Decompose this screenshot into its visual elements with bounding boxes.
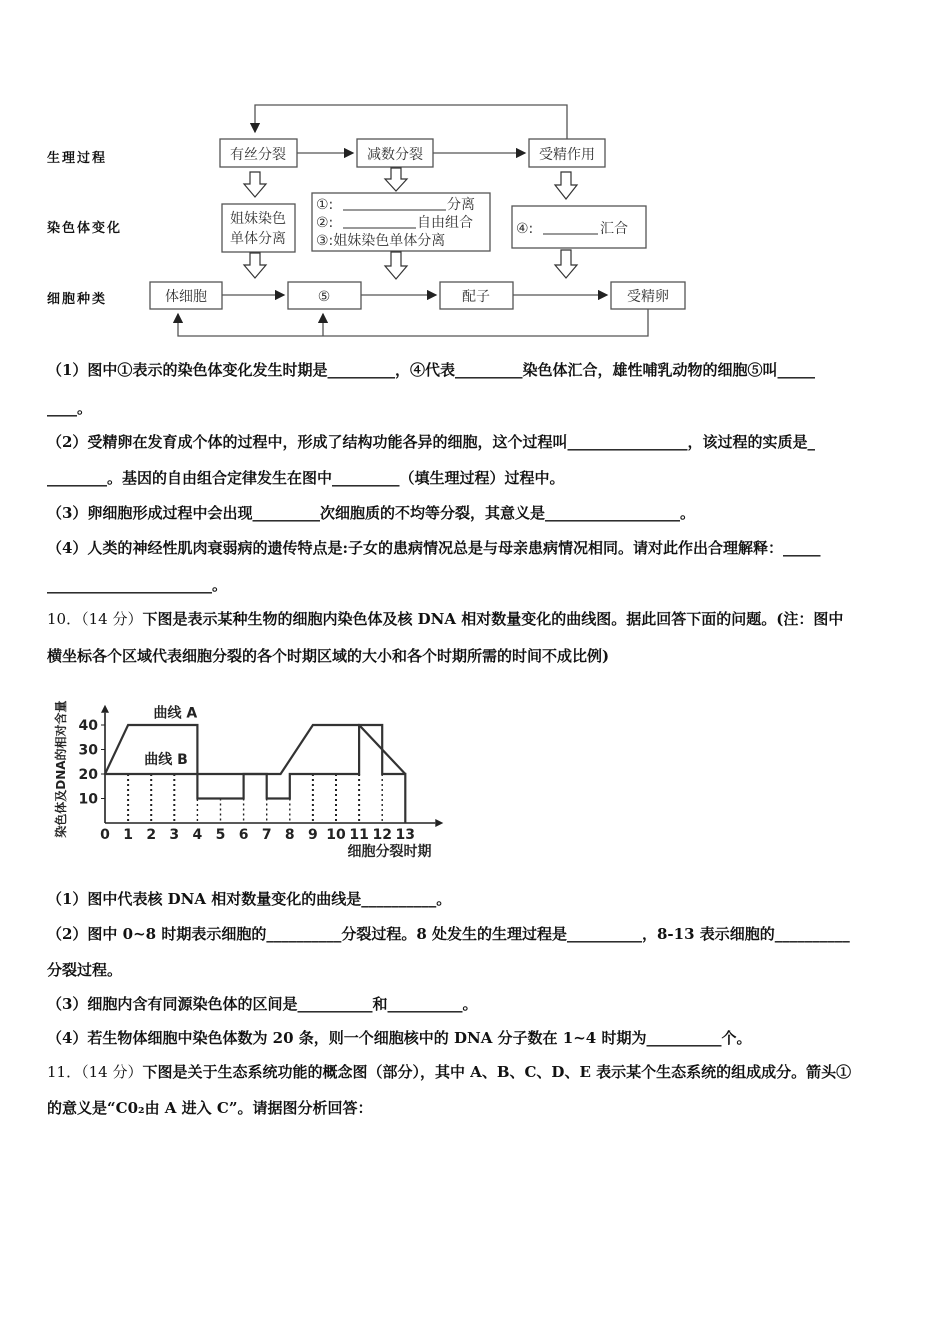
x-tick-label: 4 bbox=[192, 827, 203, 843]
q10-stem-line2: 横坐标各个区域代表细胞分裂的各个时期区域的大小和各个时期所需的时间不成比例) bbox=[47, 647, 610, 665]
y-axis-label: 染色体及DNA的相对含量 bbox=[54, 700, 68, 838]
q9-part1-line2: ____。 bbox=[47, 399, 93, 417]
x-axis-arrow bbox=[435, 819, 443, 827]
down-arrow bbox=[555, 250, 577, 278]
q10-stem-line1 bbox=[47, 608, 907, 630]
q10-part1: （1）图中代表核 DNA 相对数量变化的曲线是__________。 bbox=[47, 890, 452, 908]
process-meiosis-label: 减数分裂 bbox=[367, 147, 423, 163]
life-cycle-diagram bbox=[0, 95, 950, 345]
y-tick-label: 40 bbox=[78, 718, 98, 734]
meiosis-change-1-label: ①: bbox=[316, 197, 334, 213]
meiosis-change-3: ③:姐妹染色单体分离 bbox=[316, 233, 446, 249]
x-tick-label: 5 bbox=[215, 827, 226, 843]
q11-stem-line2: 的意义是“C0₂由 A 进入 C”。请据图分析回答： bbox=[47, 1099, 373, 1117]
dna-chromosome-chart bbox=[40, 685, 480, 865]
meiosis-change-2-label: ②: bbox=[316, 215, 334, 231]
y-tick-label: 20 bbox=[78, 767, 98, 783]
x-tick-label: 2 bbox=[146, 827, 157, 843]
cell-zygote-label: 受精卵 bbox=[627, 289, 669, 305]
mitosis-change-line1: 姐妹染色 bbox=[230, 211, 286, 227]
q10-part3: （3）细胞内含有同源染色体的区间是__________和__________。 bbox=[47, 995, 478, 1013]
x-tick-label: 0 bbox=[100, 827, 110, 843]
x-tick-label: 13 bbox=[395, 827, 416, 843]
process-fertilization-label: 受精作用 bbox=[539, 147, 595, 163]
meiosis-change-1-text: 分离 bbox=[447, 197, 475, 213]
curve-b-line bbox=[105, 725, 405, 823]
q11-stem-text: 下图是关于生态系统功能的概念图（部分），其中 A、B、C、D、E 表示某个生态系统的组成成分。箭头① bbox=[142, 1063, 852, 1081]
q9-part4-line1: （4）人类的神经性肌肉衰弱病的遗传特点是:子女的患病情况总是与母亲患病情况相同。请对此作出合理解释：_____ bbox=[47, 539, 821, 557]
q10-stem-text: 下图是表示某种生物的细胞内染色体及核 DNA 相对数量变化的曲线图。据此回答下面的问题。(注：图中 bbox=[142, 610, 844, 628]
x-tick-label: 3 bbox=[169, 827, 180, 843]
q9-part3: （3）卵细胞形成过程中会出现_________次细胞质的不均等分裂，其意义是__________________。 bbox=[47, 504, 695, 522]
row-label-chromosome: 染色体变化 bbox=[47, 221, 123, 236]
x-tick-label: 7 bbox=[261, 827, 272, 843]
curve-b-label: 曲线 B bbox=[144, 752, 188, 769]
y-tick-label: 30 bbox=[78, 742, 98, 759]
y-axis-arrow bbox=[101, 705, 109, 713]
down-arrow bbox=[385, 168, 407, 191]
down-arrow bbox=[385, 252, 407, 279]
row-label-process: 生理过程 bbox=[47, 151, 108, 166]
q10-part2-line1: （2）图中 0~8 时期表示细胞的__________分裂过程。8 处发生的生理过程是__________，8-13 表示细胞的__________ bbox=[47, 925, 850, 943]
q11-number: 11． bbox=[47, 1063, 82, 1081]
cell-gamete-label: 配子 bbox=[462, 289, 490, 305]
q11-stem-line1 bbox=[47, 1061, 907, 1083]
q10-part2-line2: 分裂过程。 bbox=[47, 961, 123, 979]
x-tick-label: 12 bbox=[372, 827, 392, 843]
cell-5-label: ⑤ bbox=[317, 289, 331, 305]
x-tick-label: 11 bbox=[349, 827, 369, 843]
process-mitosis-label: 有丝分裂 bbox=[230, 147, 286, 163]
fertilization-change-label: ④: bbox=[516, 221, 534, 237]
x-tick-label: 1 bbox=[123, 827, 133, 843]
cell-body-label: 体细胞 bbox=[165, 289, 207, 305]
q10-number: 10． bbox=[47, 610, 82, 628]
x-axis-label: 细胞分裂时期 bbox=[347, 844, 432, 860]
y-tick-label: 10 bbox=[78, 791, 98, 808]
mitosis-change-line2: 单体分离 bbox=[230, 231, 286, 247]
curve-a-label: 曲线 A bbox=[153, 705, 198, 722]
row-label-cell-type: 细胞种类 bbox=[47, 292, 108, 307]
x-tick-label: 6 bbox=[238, 827, 249, 843]
meiosis-change-2-text: 自由组合 bbox=[417, 215, 473, 231]
q10-score: （14 分） bbox=[81, 610, 143, 628]
fertilization-change-text: 汇合 bbox=[600, 221, 628, 237]
x-tick-label: 9 bbox=[308, 827, 318, 843]
q9-part2-line1: （2）受精卵在发育成个体的过程中，形成了结构功能各异的细胞，这个过程叫________________，该过程的实质是_ bbox=[47, 433, 815, 451]
q11-score: （14 分） bbox=[81, 1063, 143, 1081]
q9-part1-line1: （1）图中①表示的染色体变化发生时期是_________，④代表_________染色体汇合，雄性哺乳动物的细胞⑤叫_____ bbox=[47, 361, 815, 379]
q9-part2-line2: ________。基因的自由组合定律发生在图中_________（填生理过程）过程中。 bbox=[47, 469, 565, 487]
x-tick-label: 8 bbox=[284, 827, 295, 843]
q10-part4: （4）若生物体细胞中染色体数为 20 条，则一个细胞核中的 DNA 分子数在 1~4 时期为__________个。 bbox=[47, 1029, 752, 1047]
q9-part4-line2: ______________________。 bbox=[47, 576, 228, 594]
down-arrow bbox=[555, 172, 577, 199]
down-arrow bbox=[244, 253, 266, 278]
x-tick-label: 10 bbox=[326, 827, 346, 843]
down-arrow bbox=[244, 172, 266, 197]
